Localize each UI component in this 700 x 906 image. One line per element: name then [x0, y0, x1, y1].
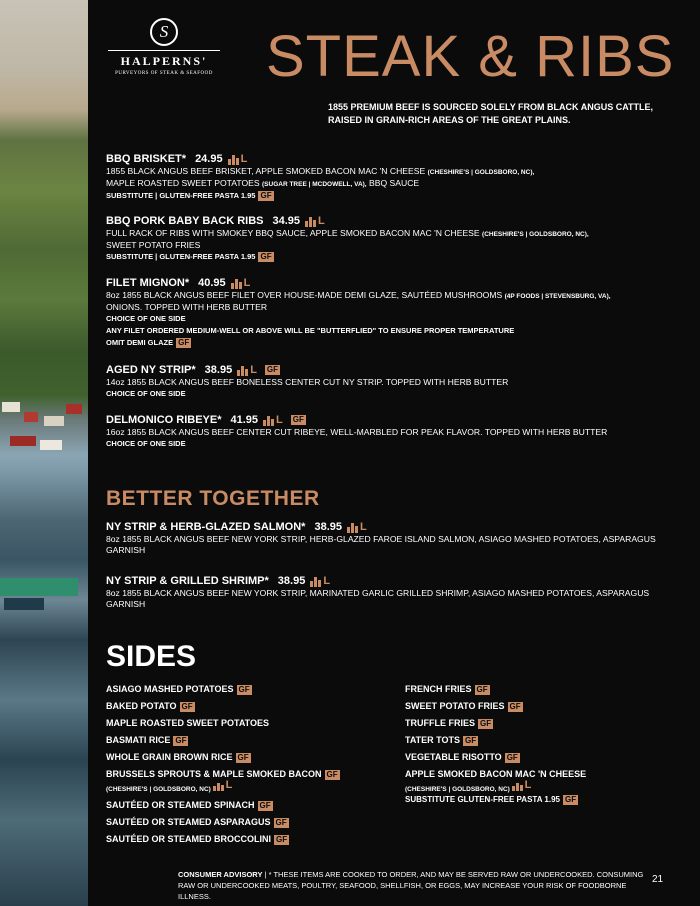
side-item: SAUTÉED OR STEAMED BROCCOLINI GF — [106, 834, 288, 844]
local-farm-icon: L — [263, 415, 283, 426]
gluten-free-icon: GF — [509, 702, 521, 711]
gluten-free-icon: GF — [181, 702, 193, 711]
item-price: 34.95 — [272, 215, 301, 227]
brand-tagline: PURVEYORS OF STEAK & SEAFOOD — [115, 71, 213, 76]
section-heading-sides: SIDES — [106, 640, 197, 673]
gluten-free-icon: GF — [259, 801, 271, 810]
logo-emblem: S — [150, 18, 178, 46]
side-item: ASIAGO MASHED POTATOES GF — [106, 684, 250, 694]
item-price: 24.95 — [195, 153, 223, 165]
gluten-free-icon: GF — [260, 252, 272, 261]
side-item: SWEET POTATO FRIES GF — [405, 701, 521, 711]
gluten-free-icon: GF — [178, 338, 190, 347]
house-shape — [40, 440, 62, 450]
gluten-free-icon: GF — [276, 835, 288, 844]
gluten-free-icon: GF — [465, 736, 477, 745]
house-shape — [2, 402, 20, 412]
house-shape — [66, 404, 82, 414]
side-item: APPLE SMOKED BACON MAC 'N CHEESE (CHESHIRE'S | GOLDSBORO, NC) L — [405, 769, 587, 793]
menu-item-bbq-brisket: BBQ BRISKET* 24.95 L 1855 BLACK ANGUS BEEF BRISKET, APPLE SMOKED BACON MAC 'N CHEESE (CHESHIRE'S | GOLDSBORO, NC), MAPLE ROASTED SWEET POTATOES (SUGAR TREE | MCDOWELL, VA), BBQ SAUCE SUBSTITUTE | GLUTEN-FREE PASTA 1.95 GF — [106, 152, 535, 200]
side-item: BASMATI RICE GF — [106, 735, 187, 745]
house-shape — [10, 436, 36, 446]
side-item: SUBSTITUTE GLUTEN-FREE PASTA 1.95 GF — [405, 795, 577, 804]
menu-item-baby-back-ribs: BBQ PORK BABY BACK RIBS 34.95 L FULL RACK OF RIBS WITH SMOKEY BBQ SAUCE, APPLE SMOKED BACON MAC 'N CHEESE (CHESHIRE'S | GOLDSBORO, NC), SWEET POTATO FRIES SUBSTITUTE | GLUTEN-FREE PASTA 1.95 GF — [106, 214, 589, 261]
gluten-free-icon: GF — [506, 753, 518, 762]
side-item: VEGETABLE RISOTTO GF — [405, 752, 518, 762]
gluten-free-icon: GF — [266, 365, 279, 374]
gluten-free-icon: GF — [292, 415, 304, 424]
sides-right-column — [405, 681, 695, 808]
item-price: 38.95 — [277, 575, 306, 587]
local-farm-icon: L — [213, 780, 233, 791]
menu-item-delmonico-ribeye: DELMONICO RIBEYE* 41.95 L GF 16oz 1855 BLACK ANGUS BEEF CENTER CUT RIBEYE, WELL-MARBLED FOR PEAK FLAVOR. TOPPED WITH HERB BUTTER CHOICE OF ONE SIDE — [106, 413, 608, 448]
brand-logo — [108, 18, 220, 74]
boat-shape — [4, 598, 44, 610]
item-name: AGED NY STRIP* — [106, 364, 196, 376]
house-shape — [44, 416, 64, 426]
page-number: 21 — [652, 874, 664, 885]
item-name: BBQ BRISKET* — [106, 153, 187, 165]
house-shape — [24, 412, 38, 422]
menu-item-strip-salmon: NY STRIP & HERB-GLAZED SALMON* 38.95 L 8oz 1855 BLACK ANGUS BEEF NEW YORK STRIP, HERB-GLAZED FAROE ISLAND SALMON, ASIAGO MASHED POTATOES, ASPARAGUS GARNISH — [106, 520, 656, 555]
local-farm-icon: L — [512, 780, 532, 791]
side-item: SAUTÉED OR STEAMED SPINACH GF — [106, 800, 271, 810]
gluten-free-icon: GF — [564, 795, 577, 804]
menu-item-strip-shrimp: NY STRIP & GRILLED SHRIMP* 38.95 L 8oz 1855 BLACK ANGUS BEEF NEW YORK STRIP, MARINATED GARLIC GRILLED SHRIMP, ASIAGO MASHED POTATOES, ASPARAGUS GARNISH — [106, 574, 650, 609]
side-item: MAPLE ROASTED SWEET POTATOES — [106, 718, 270, 728]
item-name: BBQ PORK BABY BACK RIBS — [106, 215, 264, 227]
landscape-photo — [0, 0, 88, 906]
local-farm-icon: L — [347, 522, 367, 533]
gluten-free-icon: GF — [238, 685, 250, 694]
item-name: NY STRIP & HERB-GLAZED SALMON* — [106, 521, 306, 533]
side-item: WHOLE GRAIN BROWN RICE GF — [106, 752, 249, 762]
item-name: NY STRIP & GRILLED SHRIMP* — [106, 575, 269, 587]
brand-name: HALPERNS' — [108, 50, 220, 69]
page-title: STEAK & RIBS — [266, 24, 675, 89]
consumer-advisory: CONSUMER ADVISORY | * THESE ITEMS ARE COOKED TO ORDER, AND MAY BE SERVED RAW OR UNDERCOOKED. CONSUMING RAW OR UNDERCOOKED MEATS, POULTRY, SEAFOOD, SHELLFISH, OR EGGS, MAY INCREASE YOUR RISK OF FOODBORNE ILLNESS. — [178, 870, 644, 901]
gluten-free-icon: GF — [275, 818, 287, 827]
side-item: BRUSSELS SPROUTS & MAPLE SMOKED BACON GF (CHESHIRE'S | GOLDSBORO, NC) L — [106, 769, 338, 793]
side-item: TRUFFLE FRIES GF — [405, 718, 492, 728]
item-price: 40.95 — [198, 277, 226, 289]
section-heading-better-together: BETTER TOGETHER — [106, 487, 320, 510]
side-item: FRENCH FRIES GF — [405, 684, 488, 694]
gluten-free-icon: GF — [175, 736, 187, 745]
local-farm-icon: L — [305, 216, 325, 227]
advisory-text: * THESE ITEMS ARE COOKED TO ORDER, AND MAY BE SERVED RAW OR UNDERCOOKED. CONSUMING RAW OR UNDERCOOKED MEATS, POULTRY, SEAFOOD, SHELLFISH, OR EGGS, MAY INCREASE YOUR RISK OF FOODBORNE ILLNESS. — [178, 870, 644, 901]
local-farm-icon: L — [228, 154, 248, 165]
advisory-label: CONSUMER ADVISORY — [178, 870, 263, 879]
local-farm-icon: L — [310, 576, 330, 587]
item-name: DELMONICO RIBEYE* — [106, 414, 222, 426]
item-price: 41.95 — [230, 414, 259, 426]
gluten-free-icon: GF — [476, 685, 488, 694]
side-item: TATER TOTS GF — [405, 735, 477, 745]
boat-shape — [0, 578, 78, 596]
item-price: 38.95 — [204, 364, 233, 376]
menu-item-aged-ny-strip: AGED NY STRIP* 38.95 L GF 14oz 1855 BLACK ANGUS BEEF BONELESS CENTER CUT NY STRIP. TOPPED WITH HERB BUTTER CHOICE OF ONE SIDE — [106, 363, 509, 398]
gluten-free-icon: GF — [237, 753, 249, 762]
side-item: SAUTÉED OR STEAMED ASPARAGUS GF — [106, 817, 287, 827]
intro-text: 1855 PREMIUM BEEF IS SOURCED SOLELY FROM BLACK ANGUS CATTLE, RAISED IN GRAIN-RICH AREAS OF THE GREAT PLAINS. — [328, 102, 654, 125]
gluten-free-icon: GF — [326, 770, 338, 779]
item-price: 38.95 — [314, 521, 342, 533]
side-item: BAKED POTATO GF — [106, 701, 193, 711]
gluten-free-icon: GF — [480, 719, 492, 728]
gluten-free-icon: GF — [260, 191, 272, 200]
item-name: FILET MIGNON* — [106, 277, 190, 289]
local-farm-icon: L — [231, 278, 251, 289]
menu-item-filet-mignon: FILET MIGNON* 40.95 L 8oz 1855 BLACK ANGUS BEEF FILET OVER HOUSE-MADE DEMI GLAZE, SAUTÉED MUSHROOMS (4P FOODS | STEVENSBURG, VA), ONIONS. TOPPED WITH HERB BUTTER CHOICE OF ONE SIDE ANY FILET ORDERED MEDIUM-WELL OR ABOVE WILL BE "BUTTERFLIED" TO ENSURE PROPER TEMPERATURE OMIT DEMI GLAZE GF — [106, 276, 611, 347]
sides-left-column — [106, 681, 396, 848]
local-farm-icon: L — [237, 365, 257, 376]
